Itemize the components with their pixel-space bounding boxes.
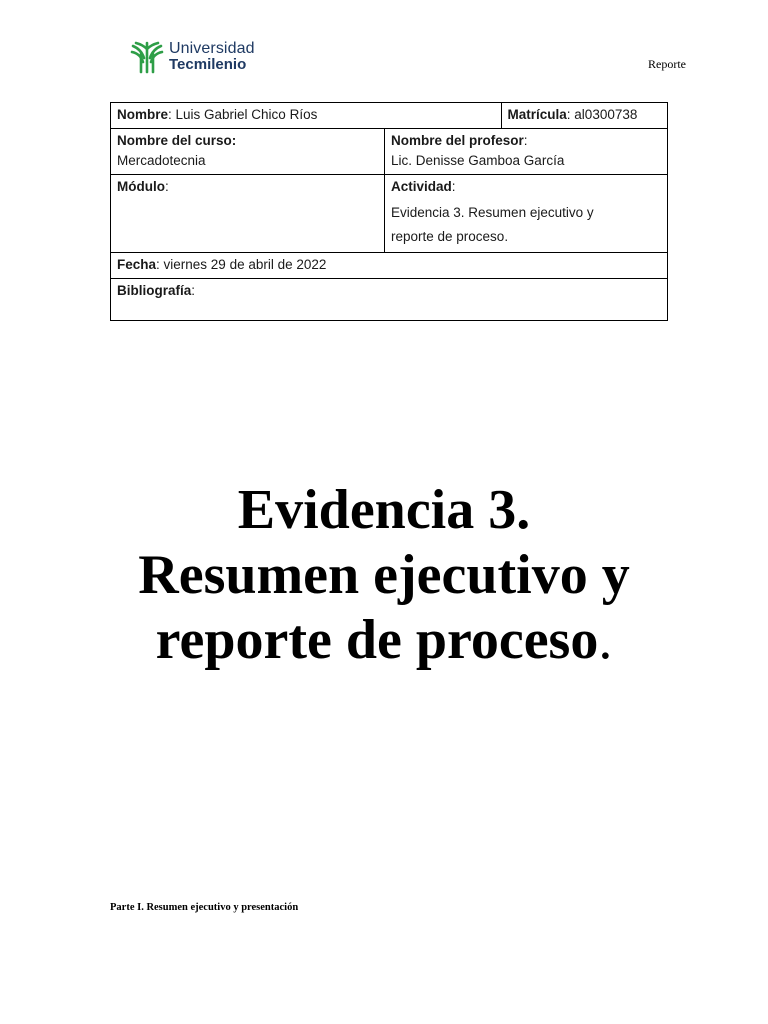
table-row [111,103,668,129]
logo-line-tecmilenio: Tecmilenio [169,56,247,73]
bibliografia-label: Bibliografía [117,283,192,298]
curso-value: Mercadotecnia [117,153,206,168]
profesor-value: Lic. Denisse Gamboa García [391,153,565,168]
tecmilenio-leaf-icon [130,40,164,74]
title-line-3: reporte de proceso [155,609,599,671]
fecha-cell [111,253,668,279]
student-info-table [110,102,668,321]
actividad-value-line2: reporte de proceso. [391,229,509,244]
actividad-cell [385,175,668,253]
logo-line-universidad: Universidad [169,40,255,57]
header-report-label: Reporte [648,57,686,71]
modulo-cell [111,175,385,253]
actividad-value-line1: Evidencia 3. Resumen ejecutivo y [391,205,594,220]
fecha-label: Fecha [117,257,157,272]
matricula-value: : al0300738 [566,107,638,122]
curso-label: Nombre del curso: [117,133,237,148]
logo-wordmark [169,41,255,73]
actividad-colon: : [451,179,456,194]
nombre-value: : Luis Gabriel Chico Ríos [168,107,318,122]
title-line-2: Resumen ejecutivo y [138,544,630,606]
profesor-colon: : [523,133,528,148]
modulo-label: Módulo [117,179,165,194]
actividad-label: Actividad [391,179,452,194]
curso-cell [111,129,385,175]
bibliografia-colon: : [191,283,196,298]
modulo-colon: : [164,179,169,194]
table-row [111,279,668,321]
table-row [111,175,668,253]
title-line-1: Evidencia 3. [237,479,531,541]
section-heading: Parte I. Resumen ejecutivo y presentación [110,902,299,913]
profesor-cell [385,129,668,175]
table-row [111,253,668,279]
profesor-label: Nombre del profesor [391,133,524,148]
nombre-label: Nombre [117,107,169,122]
matricula-label: Matrícula [507,107,567,122]
title-line-3-dot: . [598,609,613,671]
title-line-3-wrapper [0,608,768,673]
table-row [111,129,668,175]
bibliografia-cell [111,279,668,321]
document-title [0,478,768,673]
fecha-value: : viernes 29 de abril de 2022 [156,257,327,272]
university-logo [130,40,255,74]
matricula-cell [501,103,667,129]
nombre-cell [111,103,502,129]
